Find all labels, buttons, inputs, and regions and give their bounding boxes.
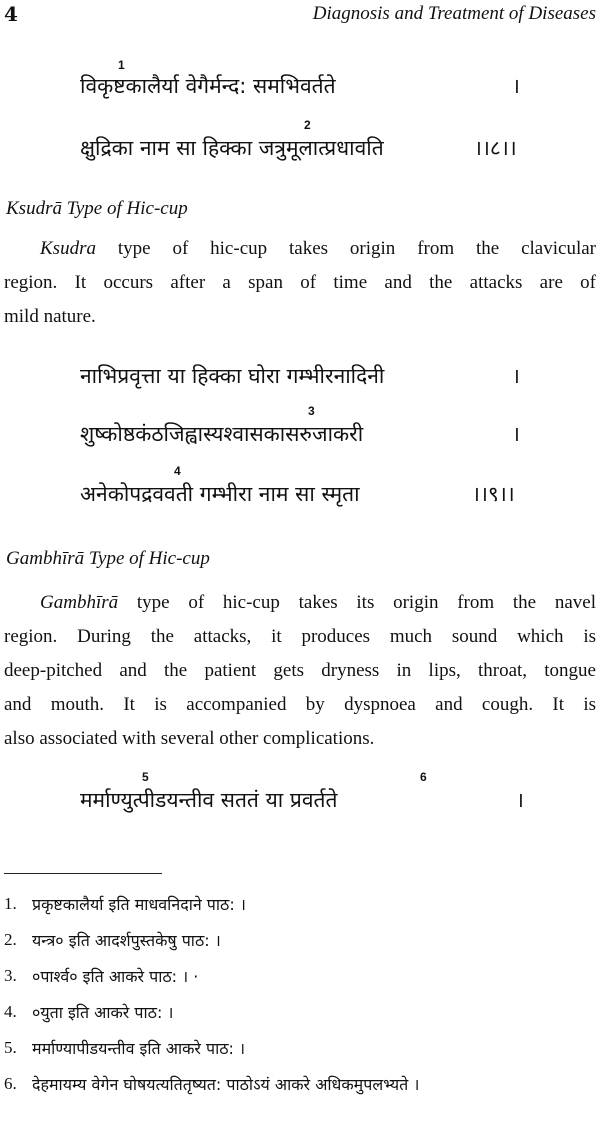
footnote-divider [4, 873, 162, 874]
footnote-item [4, 960, 600, 996]
footnote-item [4, 924, 600, 960]
paragraph-line: mild nature. [4, 306, 96, 327]
footnote-number: 4. [4, 1002, 17, 1021]
footnote-number: 2. [4, 930, 17, 949]
footnote-text: यन्त्र० इति आदर्शपुस्तकेषु पाठ: । [32, 931, 221, 950]
footnote-marker: 2 [304, 118, 311, 132]
sanskrit-verse [80, 356, 530, 390]
sanskrit-verse [80, 404, 530, 448]
footnote-text: देहमायम्य वेगेन घोषयत्यतितृष्यत: पाठोऽयं आकरे अधिकमुपलभ्यते । [32, 1075, 420, 1094]
paragraph [4, 232, 596, 334]
verse-text: नाभिप्रवृत्ता या हिक्का घोरा गम्भीरनादिनी [80, 364, 385, 388]
sanskrit-verse [80, 770, 530, 814]
footnote-text: ०पार्श्व० इति आकरे पाठ: । · [32, 967, 199, 986]
footnote-text: प्रकृष्टकालैर्या इति माधवनिदाने पाठ: । [32, 895, 246, 914]
verse-text: क्षुद्रिका नाम सा हिक्का जत्रुमूलात्प्रधावति [80, 136, 384, 160]
paragraph-line: region. During the attacks, it produces much sound which is [4, 626, 596, 647]
verse-end-mark: ।।८।। [474, 136, 517, 160]
term-gambhira: Gambhīrā [40, 592, 119, 613]
verse-end-mark: । [512, 74, 520, 98]
paragraph-line: type of hic-cup takes origin from the clavicular [95, 238, 596, 259]
sanskrit-verse [80, 118, 520, 162]
verse-text: शुष्कोष्ठकंठजिह्वास्यश्वासकासरुजाकरी [80, 422, 364, 446]
section-heading: Gambhīrā Type of Hic-cup [6, 548, 210, 569]
footnote-number: 1. [4, 894, 17, 913]
footnote-item [4, 1068, 600, 1104]
footnote-item [4, 1032, 600, 1068]
footnote-number: 3. [4, 966, 17, 985]
footnote-item [4, 996, 600, 1032]
paragraph [4, 586, 596, 756]
footnote-number: 5. [4, 1038, 17, 1057]
paragraph-line: and mouth. It is accompanied by dyspnoea and cough. It is [4, 694, 596, 715]
section-heading: Ksudrā Type of Hic-cup [6, 198, 188, 219]
footnote-marker: 1 [118, 58, 125, 72]
page-header [0, 0, 600, 34]
footnote-marker: 5 [142, 770, 149, 784]
verse-text: अनेकोपद्रववती गम्भीरा नाम सा स्मृता [80, 482, 360, 506]
verse-end-mark: । [512, 364, 520, 388]
sanskrit-verse [80, 58, 530, 100]
sanskrit-verse [80, 464, 530, 508]
verse-end-mark: ।।९।। [472, 482, 515, 506]
footnote-marker: 3 [308, 404, 315, 418]
verse-end-mark: । [516, 788, 524, 812]
footnote-marker: 4 [174, 464, 181, 478]
verse-end-mark: । [512, 422, 520, 446]
paragraph-line: type of hic-cup takes its origin from the navel [118, 592, 596, 613]
paragraph-line: also associated with several other complications. [4, 728, 375, 749]
term-ksudra: Ksudra [40, 238, 96, 259]
footnote-number: 6. [4, 1074, 17, 1093]
paragraph-line: region. It occurs after a span of time and the attacks are of [4, 272, 596, 293]
verse-text: विकृष्टकालैर्या वेगैर्मन्द: समभिवर्तते [80, 74, 336, 98]
verse-text: मर्माण्युत्पीडयन्तीव सततं या प्रवर्तते [80, 788, 338, 812]
footnote-text: ०युता इति आकरे पाठ: । [32, 1003, 174, 1022]
footnote-marker: 6 [420, 770, 427, 784]
running-head: Diagnosis and Treatment of Diseases [312, 3, 596, 24]
paragraph-line: deep-pitched and the patient gets dryness in lips, throat, tongue [4, 660, 596, 681]
footnote-text: मर्माण्यापीडयन्तीव इति आकरे पाठ: । [32, 1039, 246, 1058]
page-number: 4 [4, 2, 18, 26]
footnote-item [4, 888, 600, 924]
footnotes [4, 888, 600, 1104]
